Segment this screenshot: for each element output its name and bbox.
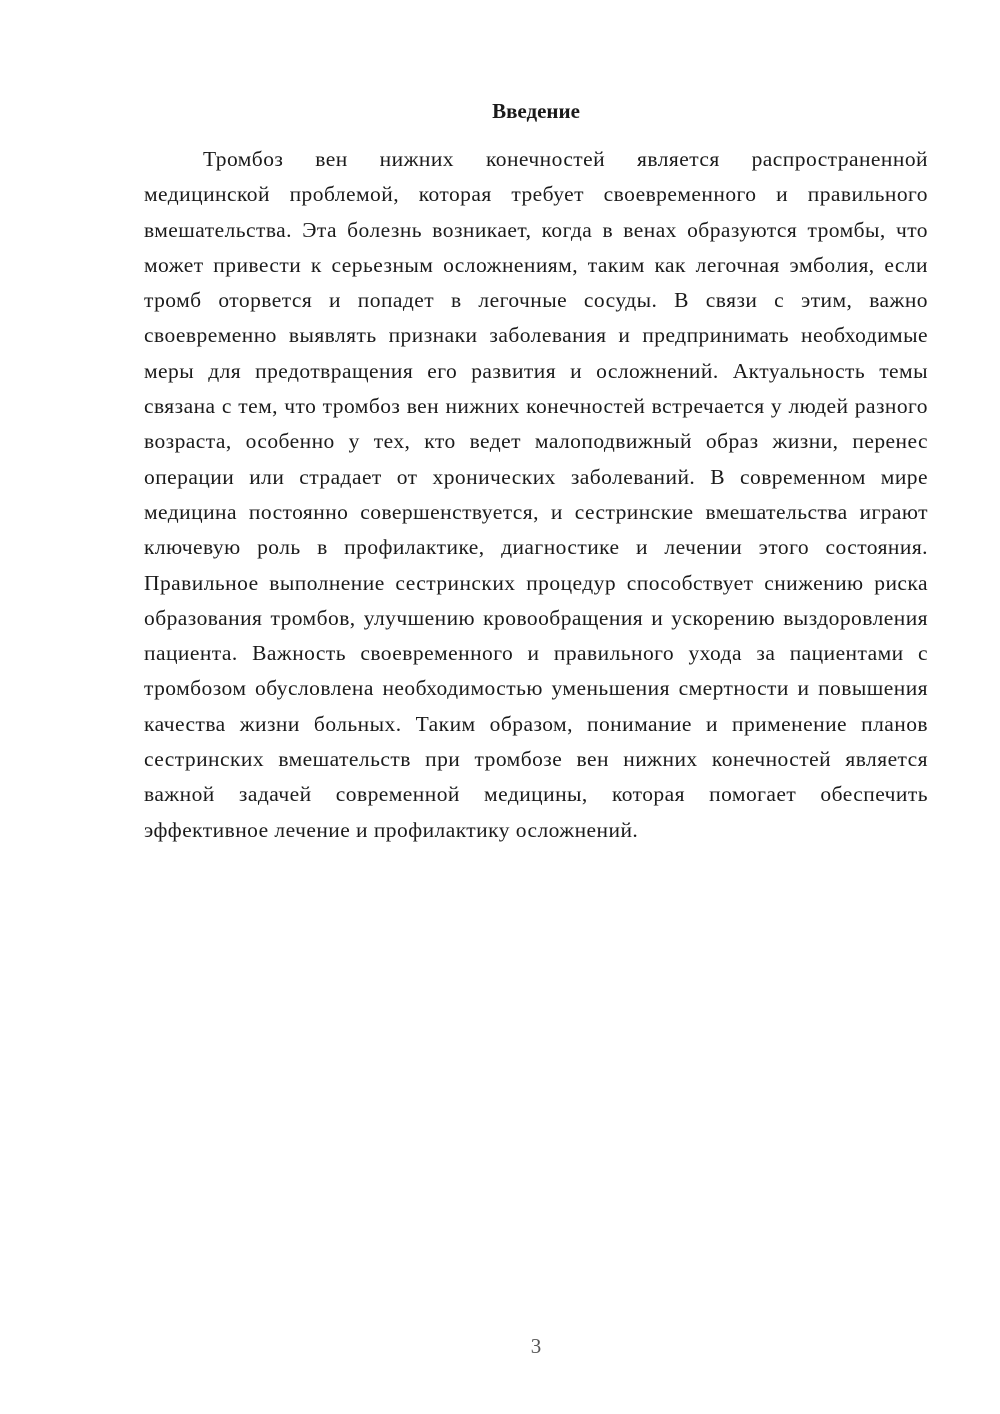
section-heading: Введение bbox=[492, 99, 580, 123]
page-number: 3 bbox=[530, 1334, 542, 1358]
body-paragraph: Тромбоз вен нижних конечностей является распространенной медицинской проблемой, которая требует своевременного и правильного вмешательства. Эта болезнь возникает, когда в венах образуются тромбы, что может привести к серьезным осложнениям, таким как легочная эмболия, если тромб оторвется и попадет в легочные сосуды. В связи с этим, важно своевременно выявлять признаки заболевания и предпринимать необходимые меры для предотвращения его развития и осложнений. Актуальность темы связана с тем, что тромбоз вен нижних конечностей встречается у людей разного возраста, особенно у тех, кто ведет малоподвижный образ жизни, перенес операции или страдает от хронических заболеваний. В современном мире медицина постоянно совершенствуется, и сестринские вмешательства играют ключевую роль в профилактике, диагностике и лечении этого состояния. Правильное выполнение сестринских процедур способствует снижению риска образования тромбов, улучшению кровообращения и ускорению выздоровления пациента. Важность своевременного и правильного ухода за пациентами с тромбозом обусловлена необходимостью уменьшения смертности и повышения качества жизни больных. Таким образом, понимание и применение планов сестринских вмешательств при тромбозе вен нижних конечностей является важной задачей современной медицины, которая помогает обеспечить эффективное лечение и профилактику осложнений. bbox=[144, 147, 928, 842]
